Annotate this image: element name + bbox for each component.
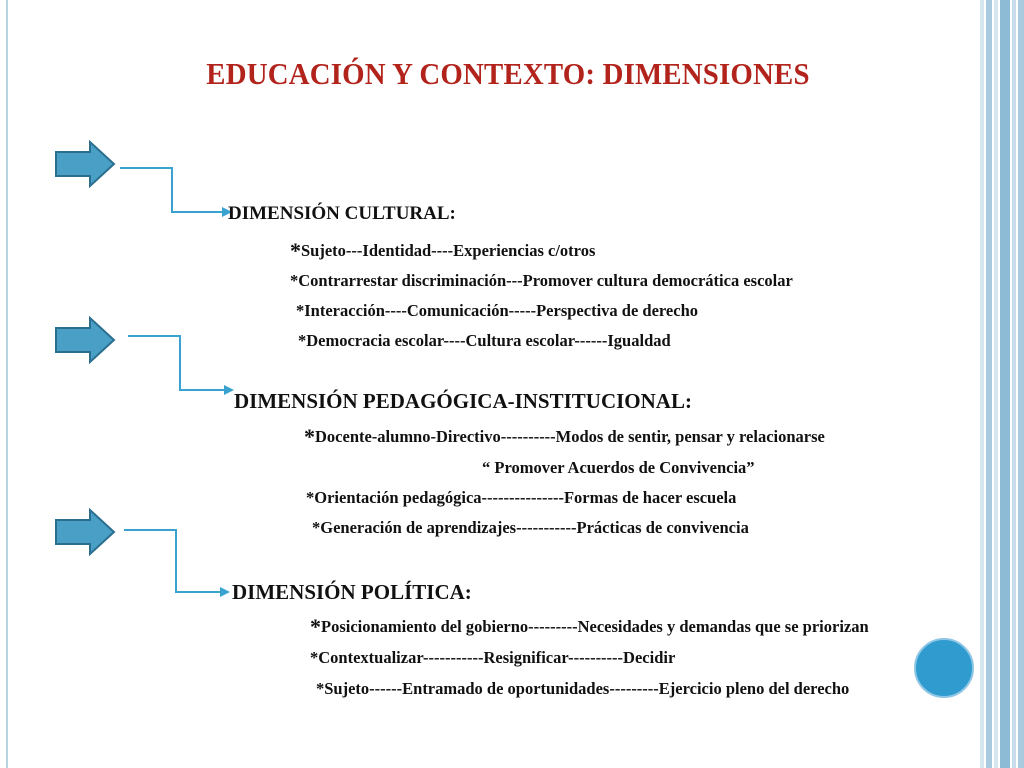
right-arrow-icon — [54, 508, 116, 556]
cultural-item-3: *Interacción----Comunicación-----Perspectiva de derecho — [296, 301, 699, 320]
cultural-item-4: *Democracia escolar----Cultura escolar------Igualdad — [298, 331, 671, 350]
right-arrow-icon — [54, 140, 116, 188]
elbow-connector — [126, 328, 246, 398]
heading-dimension-pedagogica: DIMENSIÓN PEDAGÓGICA-INSTITUCIONAL: — [234, 389, 692, 413]
pedagogica-item-1: *Docente-alumno-Directivo----------Modos de sentir, pensar y relacionarse — [304, 424, 825, 449]
slide-title: EDUCACIÓN Y CONTEXTO: DIMENSIONES — [206, 56, 810, 91]
right-decorative-border — [980, 0, 1024, 768]
cultural-item-2: *Contrarrestar discriminación---Promover cultura democrática escolar — [290, 271, 793, 290]
pedagogica-item-3: *Orientación pedagógica---------------Formas de hacer escuela — [306, 488, 737, 507]
pedagogica-item-4: *Generación de aprendizajes-----------Prácticas de convivencia — [312, 518, 749, 537]
decorative-circle — [914, 638, 974, 698]
politica-item-1: *Posicionamiento del gobierno---------Necesidades y demandas que se priorizan — [310, 614, 869, 639]
politica-item-3: *Sujeto------Entramado de oportunidades---------Ejercicio pleno del derecho — [316, 679, 850, 698]
heading-dimension-politica: DIMENSIÓN POLÍTICA: — [232, 580, 472, 604]
pedagogica-item-2: “ Promover Acuerdos de Convivencia” — [482, 458, 755, 477]
elbow-connector — [118, 160, 238, 220]
left-border-line — [6, 0, 8, 768]
right-arrow-icon — [54, 316, 116, 364]
cultural-item-1: *Sujeto---Identidad----Experiencias c/otros — [290, 238, 596, 263]
politica-item-2: *Contextualizar-----------Resignificar----------Decidir — [310, 648, 676, 667]
elbow-connector — [122, 522, 242, 602]
heading-dimension-cultural: DIMENSIÓN CULTURAL: — [228, 203, 456, 224]
